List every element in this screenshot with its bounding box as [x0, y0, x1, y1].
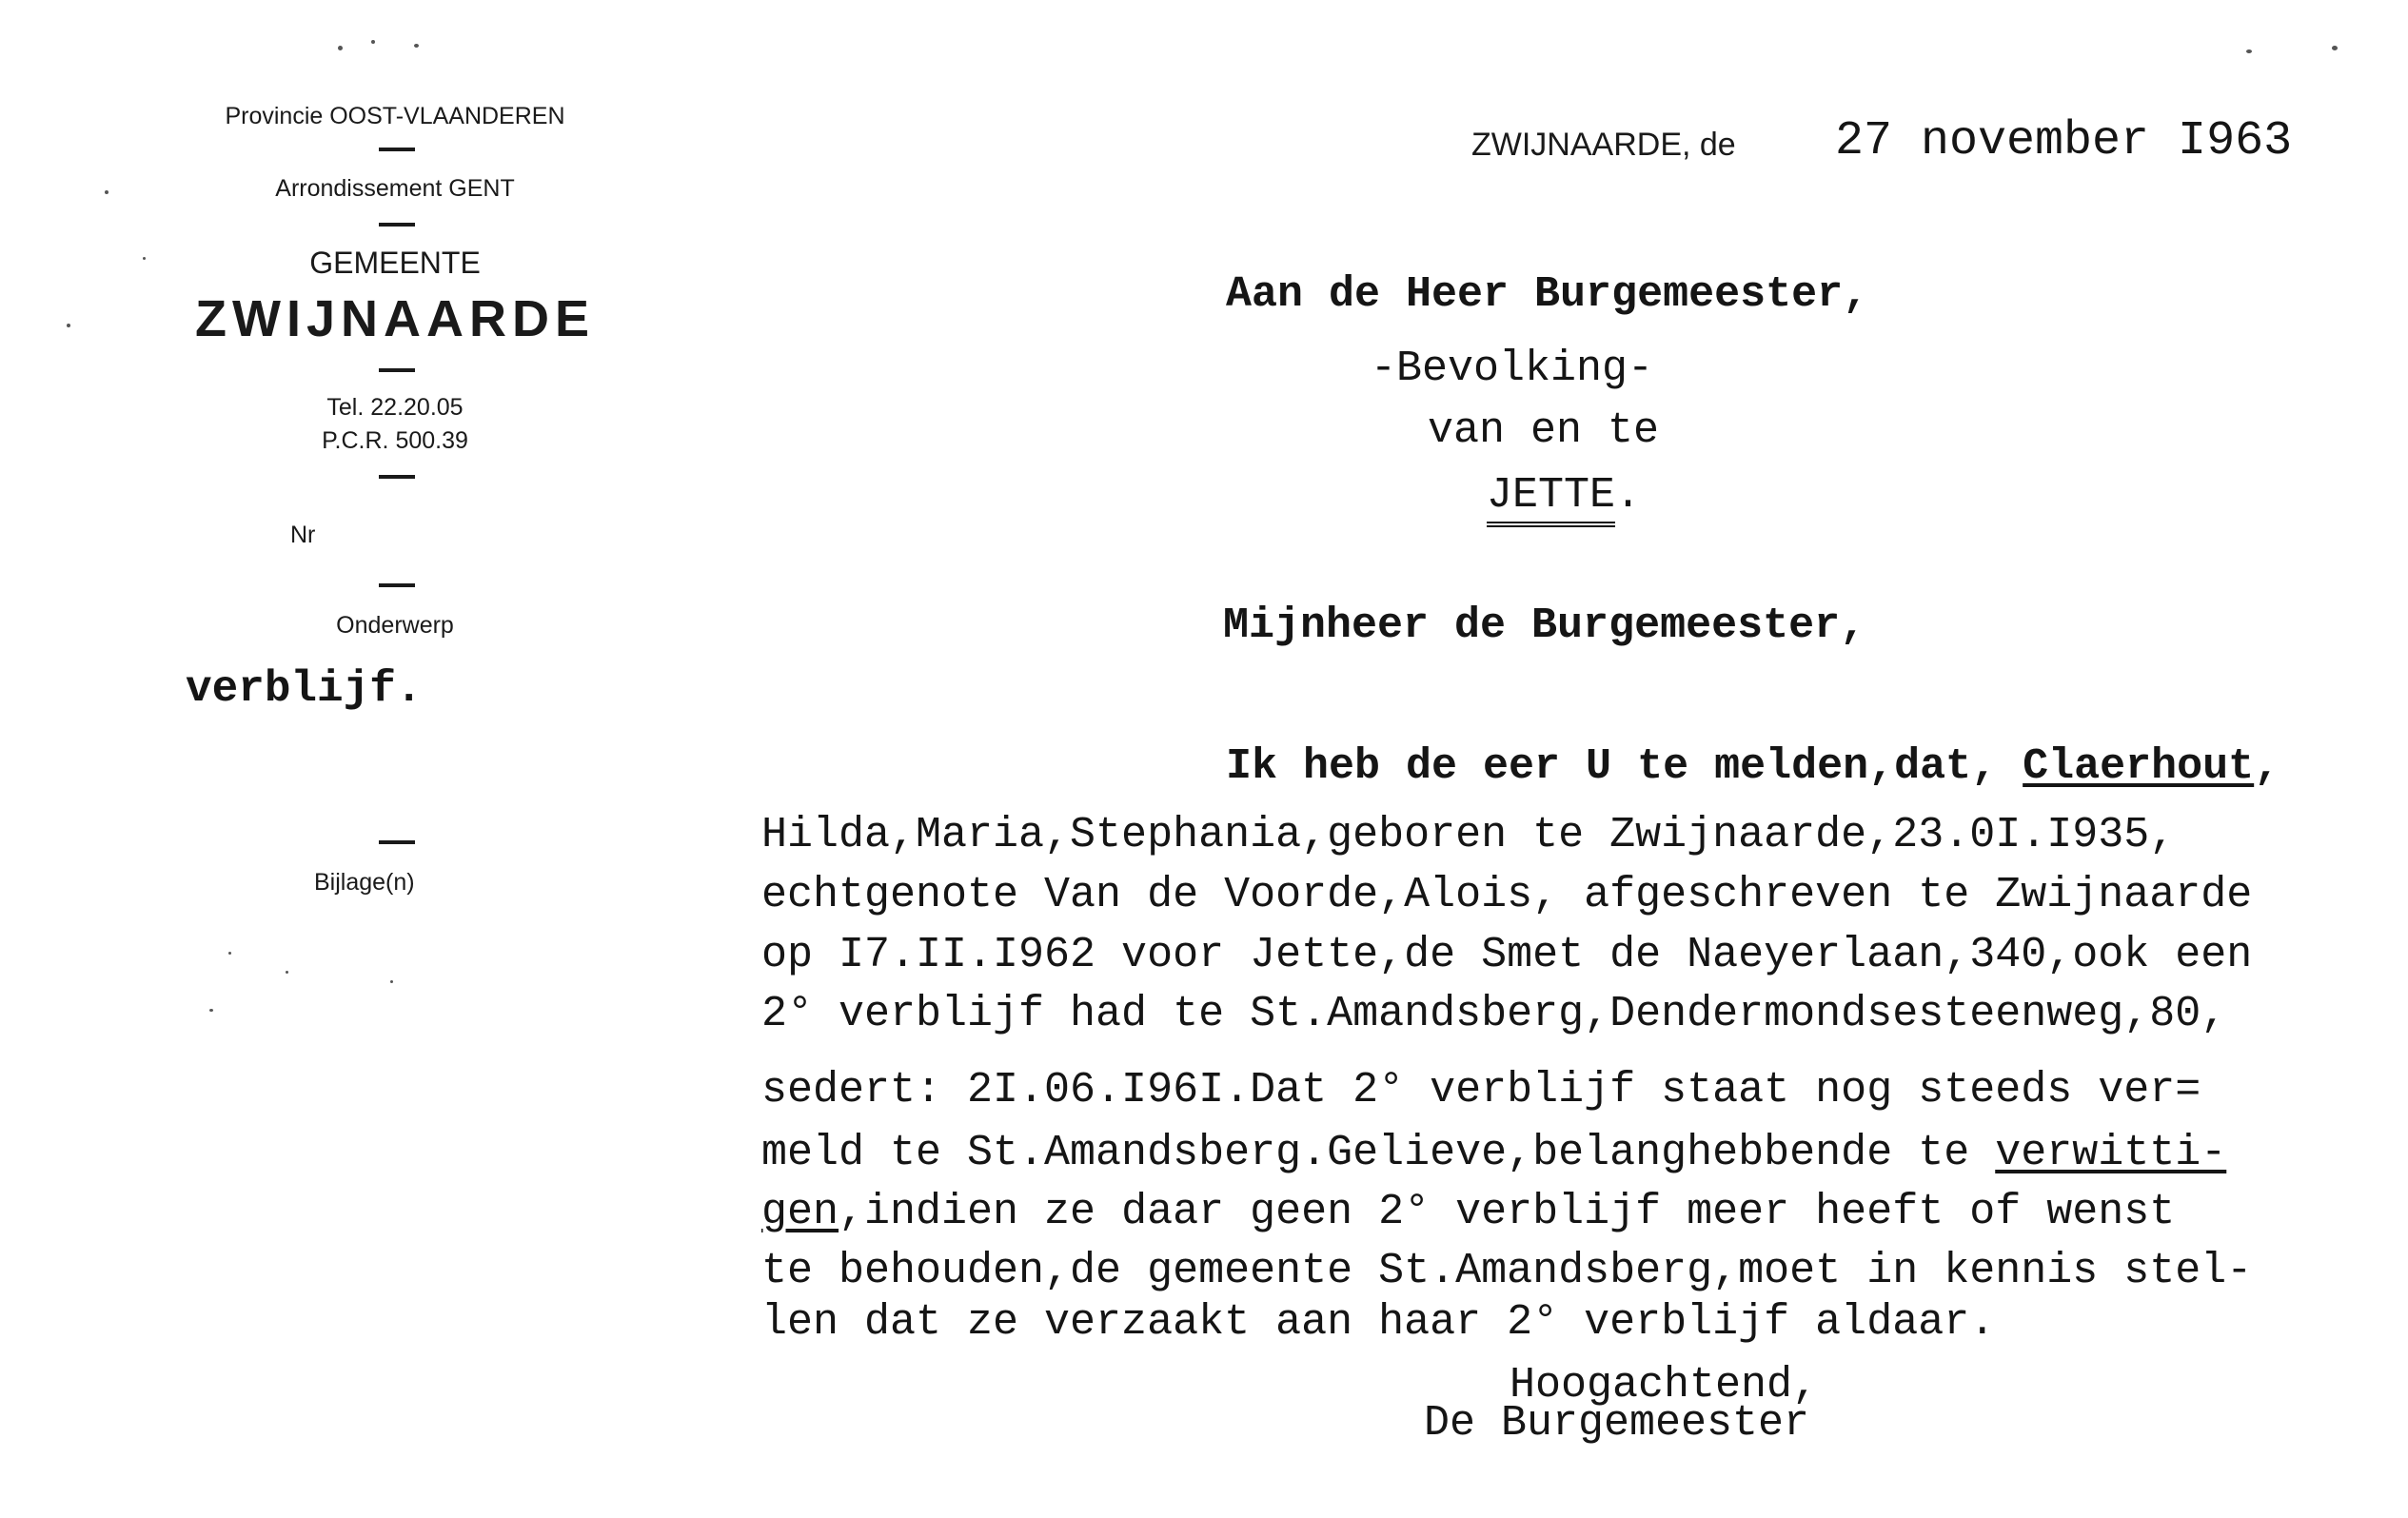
- letterhead-divider: [379, 148, 415, 151]
- dateline-place: ZWIJNAARDE, de: [1471, 127, 1736, 163]
- scan-speck: [338, 46, 343, 50]
- letterhead-tel: Tel. 22.20.05: [326, 394, 464, 421]
- letterhead-bijlage-label: Bijlage(n): [314, 869, 415, 896]
- body-line-4: op I7.II.I962 voor Jette,de Smet de Naeyerlaan,340,ook een: [761, 931, 2253, 979]
- scan-speck: [2332, 46, 2338, 50]
- letterhead-divider: [379, 583, 415, 587]
- scan-speck: [67, 324, 70, 327]
- addressee-line2: -Bevolking-: [1371, 345, 1654, 393]
- scan-speck: [143, 257, 146, 260]
- body-line-7-text: meld te St.Amandsberg.Gelieve,belanghebbende te: [761, 1129, 1996, 1177]
- letterhead-divider: [379, 223, 415, 227]
- body-line-1-name: Claerhout: [2023, 742, 2255, 791]
- addressee-city: JETTE: [1487, 471, 1615, 527]
- body-line-8-text: ,indien ze daar geen 2° verblijf meer heeft of wenst: [839, 1188, 2176, 1236]
- body-line-1: [1226, 742, 2280, 791]
- letterhead-onderwerp-label: Onderwerp: [336, 612, 454, 639]
- body-line-5: 2° verblijf had te St.Amandsberg,Dendermondsesteenweg,80,: [761, 990, 2227, 1038]
- letterhead-nr-label: Nr: [290, 522, 316, 548]
- letterhead-gemeente-name: ZWIJNAARDE: [195, 290, 595, 347]
- salutation: Mijnheer de Burgemeester,: [1223, 601, 1866, 650]
- addressee-city-line: [1487, 471, 1641, 520]
- body-line-3: echtgenote Van de Voorde,Alois, afgeschreven te Zwijnaarde: [761, 871, 2253, 919]
- letterhead-divider: [379, 840, 415, 844]
- body-line-7: [761, 1129, 2226, 1177]
- body-line-1-text: Ik heb de eer U te melden,dat,: [1226, 742, 2023, 791]
- scan-speck: [286, 971, 288, 974]
- body-line-8: [761, 1188, 2175, 1236]
- letterhead-provincie: Provincie OOST-VLAANDEREN: [225, 103, 565, 129]
- body-line-1-punct: ,: [2254, 742, 2280, 791]
- dateline-date: 27 november I963: [1835, 114, 2293, 168]
- scan-speck: [105, 190, 109, 194]
- body-line-2: Hilda,Maria,Stephania,geboren te Zwijnaarde,23.0I.I935,: [761, 811, 2176, 859]
- scan-speck: [371, 40, 375, 44]
- letterhead-pcr: P.C.R. 500.39: [322, 427, 468, 454]
- letterhead-divider: [379, 475, 415, 479]
- letterhead-arrondissement: Arrondissement GENT: [275, 175, 515, 202]
- letterhead-gemeente-label: GEMEENTE: [309, 246, 481, 280]
- body-line-9: te behouden,de gemeente St.Amandsberg,moet in kennis stel-: [761, 1247, 2253, 1295]
- body-line-7-underlined: verwitti-: [1995, 1129, 2227, 1177]
- addressee-line3: van en te: [1428, 406, 1660, 455]
- body-line-6: sedert: 2I.06.I96I.Dat 2° verblijf staat nog steeds ver=: [761, 1066, 2201, 1114]
- body-line-10: len dat ze verzaakt aan haar 2° verblijf aldaar.: [761, 1298, 1996, 1347]
- scan-speck: [228, 952, 231, 955]
- scan-speck: [209, 1009, 213, 1012]
- scan-speck: [390, 980, 393, 983]
- closing-signature: De Burgemeester: [1424, 1399, 1810, 1448]
- onderwerp-value: verblijf.: [186, 664, 423, 714]
- body-line-8-underlined: gen: [761, 1188, 839, 1236]
- addressee-city-punct: .: [1615, 471, 1642, 520]
- scan-speck: [414, 44, 419, 48]
- letterhead-divider: [379, 368, 415, 372]
- scan-speck: [2246, 49, 2252, 53]
- closing-greeting: Hoogachtend,: [1510, 1361, 1819, 1410]
- addressee-line1: Aan de Heer Burgemeester,: [1226, 270, 1869, 319]
